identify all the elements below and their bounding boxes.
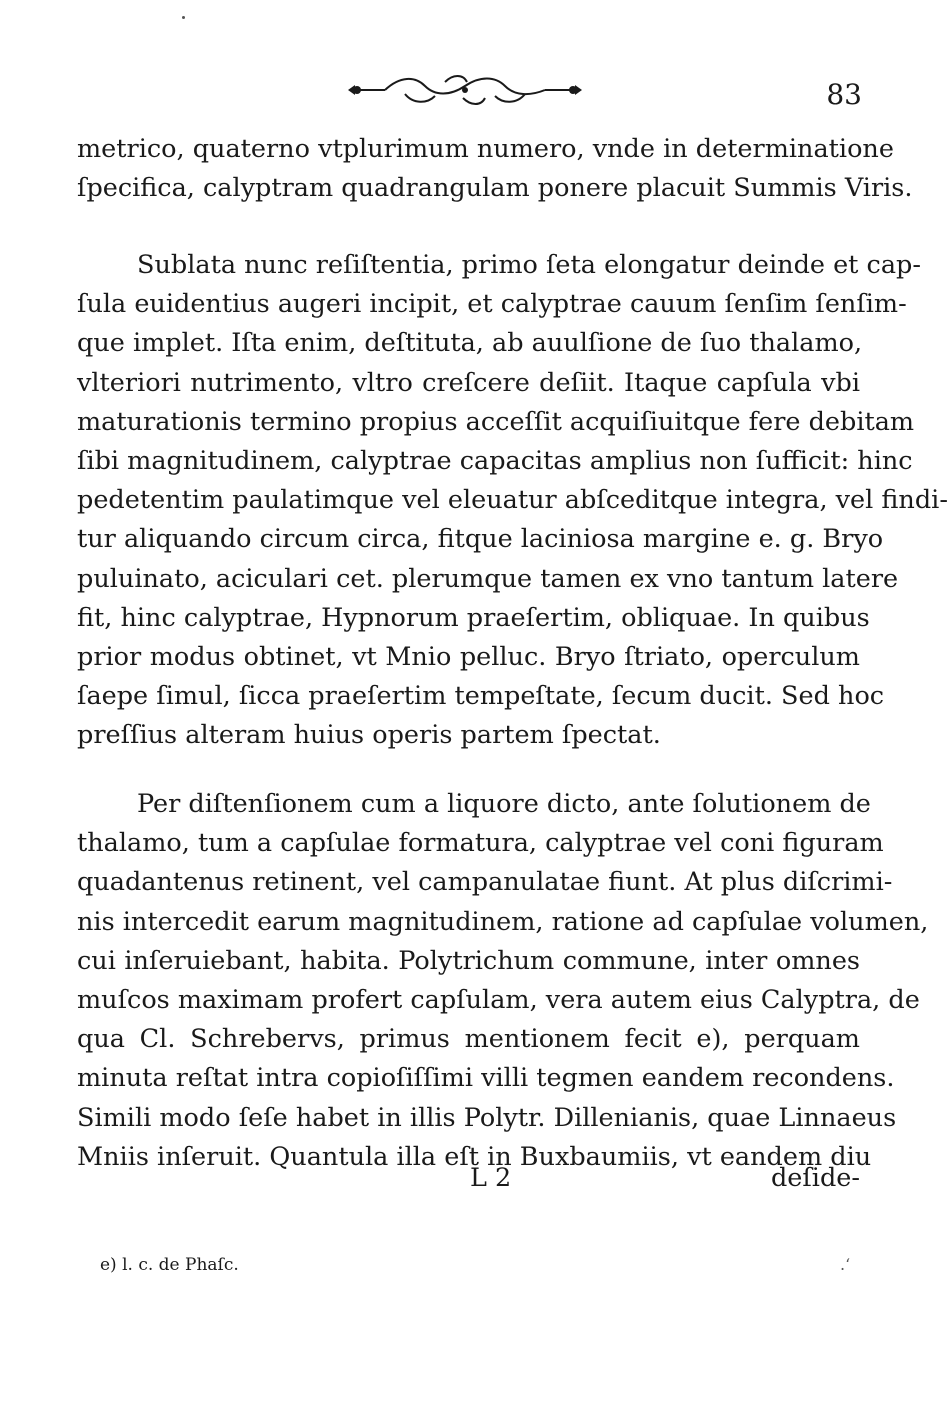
text-line: puluinato, aciculari cet. plerumque tamen ex vno tantum latere <box>77 563 899 594</box>
text-line: quadantenus retinent, vel campanulatae fiunt. At plus diſcrimi- <box>77 867 893 898</box>
text-line: prior modus obtinet, vt Mnio pelluc. Bryo ſtriato, operculum <box>77 641 860 672</box>
signature-line <box>77 1163 860 1203</box>
page-number: 83 <box>826 78 862 111</box>
text-line: ſula euidentius augeri incipit, et calyptrae cauum ſenſim ſenſim- <box>77 289 907 320</box>
text-line: Sublata nunc reſiſtentia, primo ſeta elongatur deinde et cap- <box>137 250 921 280</box>
text-line: vlteriori nutrimento, vltro creſcere deſiit. Itaque capſula vbi <box>77 367 860 398</box>
text-line: preſſius alteram huius operis partem ſpectat. <box>77 720 661 751</box>
text-line: Per diſtenſionem cum a liquore dicto, ante ſolutionem de <box>137 789 871 819</box>
ornament-headpiece <box>345 72 585 108</box>
text-line: ſpecifica, calyptram quadrangulam ponere placuit Summis Viris. <box>77 173 913 204</box>
text-line: muſcos maximam profert capſulam, vera autem eius Calyptra, de <box>77 984 920 1015</box>
margin-mark: .‘ <box>840 1255 851 1274</box>
catchword: deſide- <box>770 1163 860 1193</box>
text-line: thalamo, tum a capſulae formatura, calyptrae vel coni figuram <box>77 828 884 859</box>
paragraph-continuation <box>77 130 913 208</box>
text-line: nis intercedit earum magnitudinem, ratione ad capſulae volumen, <box>77 906 929 937</box>
text-line: pedetentim paulatimque vel eleuatur abſceditque integra, vel findi- <box>77 485 948 516</box>
paragraph-calyptra-growth <box>77 246 948 755</box>
text-line: Simili modo ſeſe habet in illis Polytr. Dillenianis, quae Linnaeus <box>77 1102 897 1133</box>
text-line: ſibi magnitudinem, calyptrae capacitas amplius non ſufficit: hinc <box>77 445 913 476</box>
text-line: ſaepe ſimul, ſicca praeſertim tempeſtate, ſecum ducit. Sed hoc <box>77 681 885 712</box>
ink-speck <box>182 16 185 19</box>
text-line: fit, hinc calyptrae, Hypnorum praeſertim, obliquae. In quibus <box>77 602 870 633</box>
text-line: metrico, quaterno vtplurimum numero, vnde in determinatione <box>77 134 894 164</box>
text-line: que implet. Iſta enim, deſtituta, ab auulſione de ſuo thalamo, <box>77 328 863 359</box>
text-line: maturationis termino propius acceſſit acquiſiuitque fere debitam <box>77 406 915 437</box>
signature-mark: L 2 <box>470 1163 512 1193</box>
text-line: minuta reſtat intra copioſiſſimi villi tegmen eandem recondens. <box>77 1063 895 1094</box>
paragraph-calyptra-shape <box>77 785 929 1177</box>
text-line: qua Cl. Schrebervs, primus mentionem fecit e), perquam <box>77 1024 860 1055</box>
text-line: cui inſeruiebant, habita. Polytrichum commune, inter omnes <box>77 945 860 976</box>
text-line: tur aliquando circum circa, fitque laciniosa margine e. g. Bryo <box>77 524 884 555</box>
footnote: e) l. c. de Phaſc. <box>100 1255 239 1275</box>
text-line: Mniis inſeruit. Quantula illa eſt in Buxbaumiis, vt eandem diu <box>77 1141 872 1172</box>
